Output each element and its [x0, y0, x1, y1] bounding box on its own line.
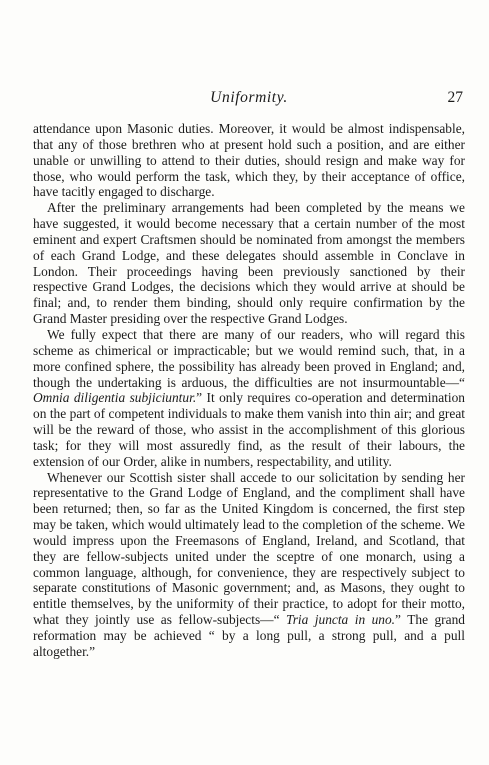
paragraph [33, 470, 465, 660]
page-number: 27 [447, 89, 463, 106]
running-head-title: Uniformity. [210, 89, 288, 106]
paragraph-text: We fully expect that there are many of our readers, who will regard this scheme as chimerical or impracticable; but we would remind such, that, in a more confined sphere, the possibility has already been proved in England; and, though the undertaking is arduous, the difficulties are not insurmountable—“ [33, 326, 465, 390]
paragraph-text: Whenever our Scottish sister shall accede to our solicitation by sending her representative to the Grand Lodge of England, and the compliment shall have been returned; then, so far as the United Kingdom is concerned, the first step may be taken, which would ultimately lead to the completion of the scheme. We would impress upon the Freemasons of England, Ireland, and Scotland, that they are fellow-subjects united under the sceptre of one monarch, using a common language, although, for convenience, they are respectively subject to separate constitutions of Masonic government; and, as Masons, they ought to entitle themselves, by the uniformity of their practice, to adopt for their motto, what they jointly use as fellow-subjects—“ [33, 469, 465, 628]
paragraph-text: attendance upon Masonic duties. Moreover, it would be almost indispensable, that any of those brethren who at present hold such a position, and are either unable or unwilling to attend to their duties, should resign and make way for those, who would perform the task, which they, by their acceptance of office, have tacitly engaged to discharge. [33, 121, 465, 200]
body-text [33, 121, 465, 660]
latin-quotation: Tria juncta in uno. [285, 612, 396, 628]
paragraph [33, 327, 465, 470]
paragraph [33, 200, 465, 327]
paragraph-text: ” The grand reformation may be achieved “ by a long pull, a strong pull, and a pull altogether.” [33, 612, 465, 659]
latin-quotation: Omnia diligentia subjiciuntur. [33, 390, 197, 406]
paragraph [33, 121, 465, 200]
paragraph-text: ” It only requires co-operation and determination on the part of competent individuals to make them vanish into thin air; and great will be the reward of those, who assist in the accomplishment of this glorious task; for they will most assuredly find, as the result of their labours, the extension of our Order, alike in numbers, respectability, and utility. [33, 390, 465, 469]
paragraph-text: After the preliminary arrangements had been completed by the means we have suggested, it would become necessary that a certain number of the most eminent and expert Craftsmen should be nominated from amongst the members of each Grand Lodge, and these delegates should assemble in Conclave in London. Their proceedings having been previously sanctioned by their respective Grand Lodges, the decisions which they would arrive at should be final; and, to render them binding, should only require confirmation by the Grand Master presiding over the respective Grand Lodges. [33, 200, 465, 327]
running-head [33, 89, 465, 109]
